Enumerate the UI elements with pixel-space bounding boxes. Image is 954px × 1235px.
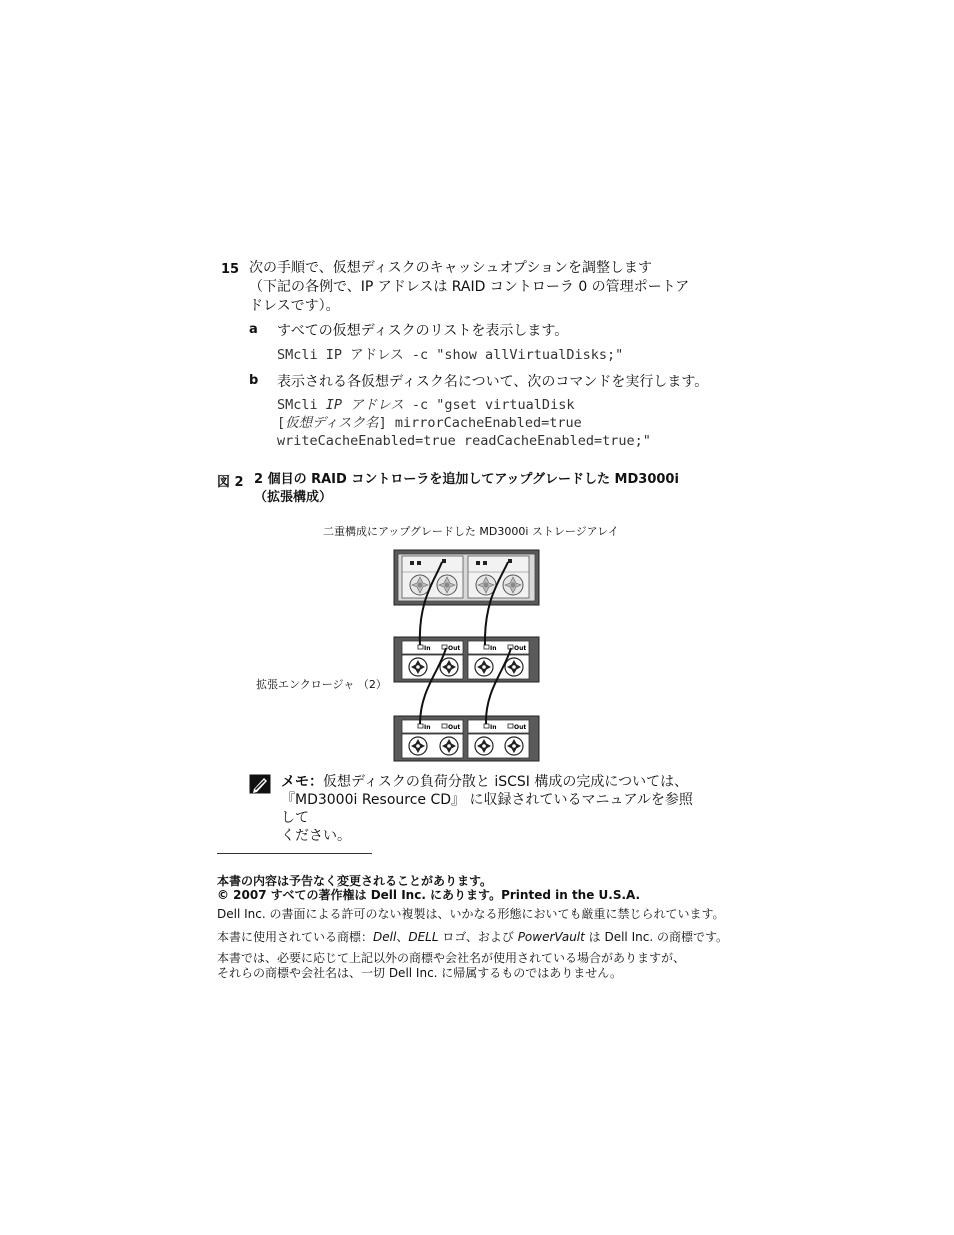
- enc1-port-out-a: Out: [448, 645, 461, 652]
- note-line-1: [281, 773, 701, 791]
- storage-array: [394, 550, 539, 605]
- expansion-enclosure-2: [394, 716, 539, 761]
- enc1-port-in-b: In: [490, 645, 497, 652]
- tm-dell: Dell: [373, 930, 397, 944]
- cmd-b-line2-rest: ] mirrorCacheEnabled=true: [378, 415, 582, 431]
- tm-dell-logo: DELL: [408, 930, 439, 944]
- cmd-b-ip: IP アドレス: [325, 397, 404, 413]
- step-text: [249, 259, 719, 316]
- storage-array-diagram: [380, 540, 550, 770]
- substep-a-command: [277, 346, 623, 364]
- cmd-a-prefix: SMcli IP: [277, 347, 351, 363]
- enc2-port-in-a: In: [424, 724, 431, 731]
- substep-b-command: [277, 396, 651, 450]
- cmd-b-line-2: [277, 414, 651, 432]
- cmd-a-suffix: -c "show allVirtualDisks;": [403, 347, 624, 363]
- diagram-caption: 二重構成にアップグレードした MD3000i ストレージアレイ: [323, 525, 619, 538]
- tm-sep: 、: [396, 930, 409, 944]
- step-line-3: ドレスです）。: [249, 298, 340, 314]
- figure-label: 図 2: [217, 475, 244, 490]
- substep-b-text: 表示される各仮想ディスク名について、次のコマンドを実行します。: [277, 374, 709, 390]
- cmd-b-line-1: [277, 396, 651, 414]
- enc2-port-in-b: In: [490, 724, 497, 731]
- enc1-port-in-a: In: [424, 645, 431, 652]
- cmd-b-line-3: writeCacheEnabled=true readCacheEnabled=true;": [277, 433, 651, 449]
- note-line-3: ください。: [281, 828, 351, 844]
- cmd-b-bracket-open: [: [277, 415, 286, 431]
- footer-other-trademarks: [217, 951, 685, 981]
- enc2-port-out-a: Out: [448, 724, 461, 731]
- tm-prefix: 本書に使用されている商標：: [217, 930, 374, 944]
- footer-notice: 本書の内容は予告なく変更されることがあります。: [217, 874, 493, 888]
- footer-copyright: © 2007 すべての著作権は Dell Inc. にあります。Printed in the U.S.A.: [217, 888, 641, 902]
- note-line-2: 『MD3000i Resource CD』 に収録されているマニュアルを参照して: [281, 792, 693, 826]
- note-keyword: メモ：: [281, 774, 323, 790]
- tm-suffix: は Dell Inc. の商標です。: [584, 930, 728, 944]
- figure-title: [254, 471, 679, 507]
- substep-a-text: すべての仮想ディスクのリストを表示します。: [277, 323, 569, 339]
- footer-reproduction: Dell Inc. の書面による許可のない複製は、いかなる形態においても厳重に禁じられています。: [217, 907, 725, 921]
- enclosure-label: 拡張エンクロージャ （2）: [256, 678, 387, 691]
- figure-title-line-1: 2 個目の RAID コントローラを追加してアップグレードした MD3000i: [254, 472, 679, 487]
- tm-mid: ロゴ、および: [438, 930, 518, 944]
- footer-trademarks: [217, 930, 728, 945]
- enc1-port-out-b: Out: [514, 645, 527, 652]
- note-text: [281, 773, 701, 845]
- note-pencil-icon: [249, 774, 271, 794]
- cmd-b-prefix: SMcli: [277, 397, 326, 413]
- substep-a-letter: a: [249, 322, 258, 337]
- expansion-enclosure-1: [394, 637, 539, 682]
- step-line-1: 次の手順で、仮想ディスクのキャッシュオプションを調整します: [249, 260, 653, 276]
- figure-title-line-2: （拡張構成）: [254, 490, 333, 505]
- cmd-a-ip: アドレス: [350, 347, 404, 363]
- footer-rule: [217, 853, 372, 854]
- enc2-port-out-b: Out: [514, 724, 527, 731]
- footer-other-line-1: 本書では、必要に応じて上記以外の商標や会社名が使用されている場合がありますが、: [217, 951, 686, 965]
- cmd-b-vdname: 仮想ディスク名: [285, 415, 379, 431]
- tm-powervault: PowerVault: [517, 930, 585, 944]
- step-number: 15: [221, 262, 240, 277]
- substep-b-letter: b: [249, 373, 259, 388]
- footer-other-line-2: それらの商標や会社名は、一切 Dell Inc. に帰属するものではありません。: [217, 966, 623, 980]
- step-line-2: （下記の各例で、IP アドレスは RAID コントローラ 0 の管理ポートア: [249, 279, 690, 295]
- note-text-1: 仮想ディスクの負荷分散と iSCSI 構成の完成については、: [323, 774, 689, 790]
- cmd-b-mid: -c "gset virtualDisk: [403, 397, 575, 413]
